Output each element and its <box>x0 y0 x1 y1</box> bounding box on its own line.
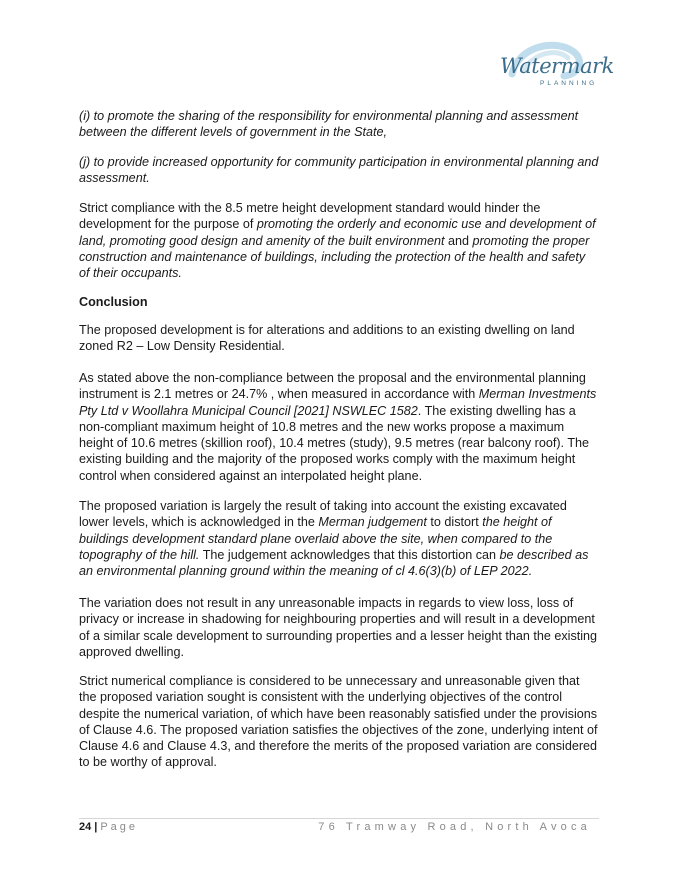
strict-compliance-paragraph <box>79 200 599 281</box>
page-number: 24 <box>79 821 92 833</box>
footer-page-indicator <box>79 821 138 833</box>
footer-address: 76 Tramway Road, North Avoca <box>318 821 591 833</box>
variation-paragraph <box>79 498 599 579</box>
var1-text-1: The proposed variation is largely the result of taking into account the existing excavated lower levels, which is acknowledged in the <box>79 499 567 530</box>
objective-i-text: (i) to promote the sharing of the responsibility for environmental planning and assessment between the different levels of government in the State, <box>79 109 579 140</box>
strict-text-3: and <box>444 233 473 248</box>
logo-wordmark: Watermark <box>500 54 614 78</box>
page-label: Page <box>100 821 139 833</box>
logo-subtitle: PLANNING <box>540 80 598 87</box>
var1-text-4: the height of buildings development standard plane overlaid above the site, when compared to the topography of the hill. <box>79 515 553 562</box>
case-citation: Merman Investments Pty Ltd v Woollahra Municipal Council [2021] NSWLEC 1582 <box>79 387 597 418</box>
objective-j-text: (j) to provide increased opportunity for community participation in environmental planning and assessment. <box>79 155 599 186</box>
numerical-compliance-paragraph: Strict numerical compliance is considered to be unnecessary and unreasonable given that the proposed variation sought is consistent with the underlying objectives of the control despite the numerical variation, of which have been reasonably satisfied under the provisions of Clause 4.6. The proposed variation satisfies the objectives of the zone, underlying intent of Clause 4.6 and Clause 4.3, and therefore the merits of the proposed variation are considered to be worthy of approval. <box>79 674 598 770</box>
objective-i-paragraph <box>79 108 599 141</box>
var1-text-2: Merman judgement <box>318 515 427 530</box>
stated-text-3: . The existing dwelling has a non-compliant maximum height of 10.8 metres and the new works propose a maximum height of 10.6 metres (skillion roof), 10.4 metres (study), 9.5 metres (rear balcony roof). The existing building and the majority of the proposed works comply with the maximum height control when considered against an interpolated height plane. <box>79 403 590 483</box>
var1-text-3: to distort <box>426 515 483 530</box>
objective-j-paragraph <box>79 154 599 187</box>
proposed-development-paragraph: The proposed development is for alterations and additions to an existing dwelling on land zoned R2 – Low Density Residential. <box>79 323 575 354</box>
stated-text-1: As stated above the non-compliance between the proposal and the environmental planning instrument is 2.1 metres or 24.7% , when measured in accordance with <box>79 371 586 402</box>
strict-text-1: Strict compliance with the 8.5 metre height development standard would hinder the development for the purpose of <box>79 201 541 232</box>
var1-text-6: be described as an environmental planning ground within the meaning of cl 4.6(3)(b) of LEP 2022. <box>79 547 589 579</box>
non-compliance-paragraph <box>79 370 599 484</box>
footer-divider <box>79 818 599 819</box>
strict-text-4: promoting the proper construction and maintenance of buildings, including the protection of the health and safety of their occupants. <box>79 233 590 281</box>
conclusion-heading: Conclusion <box>79 295 148 309</box>
watermark-planning-logo <box>494 40 614 96</box>
impacts-paragraph: The variation does not result in any unreasonable impacts in regards to view loss, loss of privacy or increase in shadowing for neighbouring properties and will result in a development of a similar scale development to surrounding properties and a lesser height than the existing approved dwelling. <box>79 596 598 659</box>
strict-text-2: promoting the orderly and economic use and development of land, promoting good design and amenity of the built environment <box>79 217 596 248</box>
page-separator: | <box>94 821 98 833</box>
var1-text-5: The judgement acknowledges that this distortion can <box>199 547 500 562</box>
